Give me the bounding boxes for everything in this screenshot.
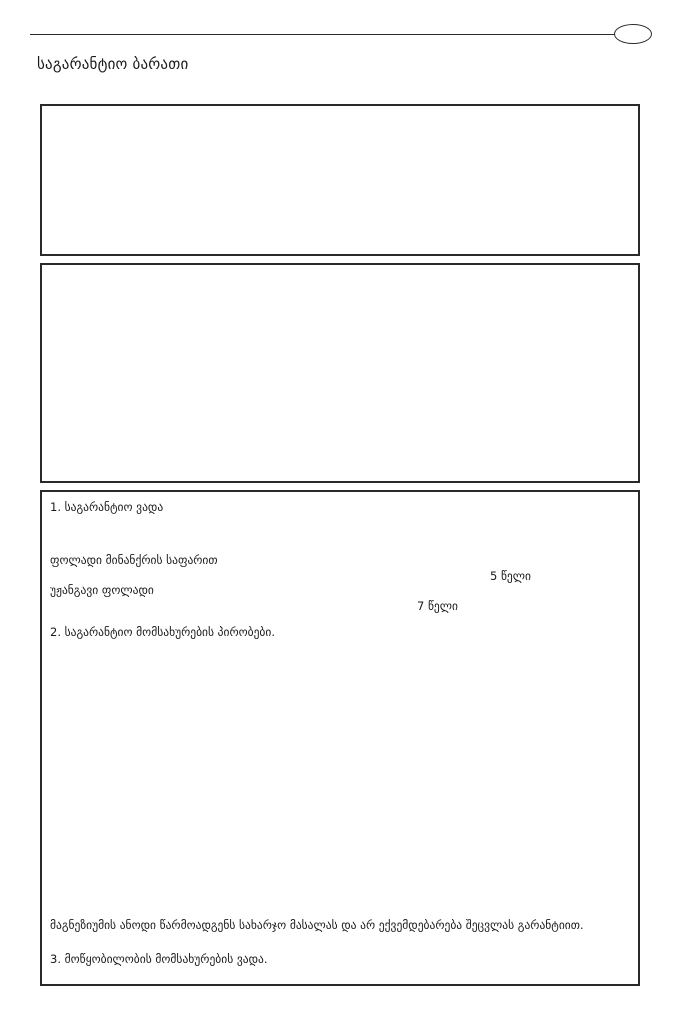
info-box-1 [40,104,640,256]
item-period-enamel-steel: 5 წელი [490,569,531,583]
warranty-terms-box [40,490,640,986]
page-number-oval [614,24,652,44]
header-rule [30,34,615,35]
section3-heading: 3. მოწყობილობის მომსახურების ვადა. [50,952,268,966]
section1-heading: 1. საგარანტიო ვადა [50,500,164,514]
page-title: საგარანტიო ბარათი [37,55,189,73]
anode-note: მაგნეზიუმის ანოდი წარმოადგენს სახარჯო მასალას და არ ექვემდებარება შეცვლას გარანტიით. [50,918,584,932]
item-label-enamel-steel: ფოლადი მინანქრის საფარით [50,553,218,567]
item-period-stainless-steel: 7 წელი [417,599,458,613]
item-label-stainless-steel: უჟანგავი ფოლადი [50,583,154,597]
section2-heading: 2. საგარანტიო მომსახურების პირობები. [50,625,275,639]
info-box-2 [40,263,640,483]
